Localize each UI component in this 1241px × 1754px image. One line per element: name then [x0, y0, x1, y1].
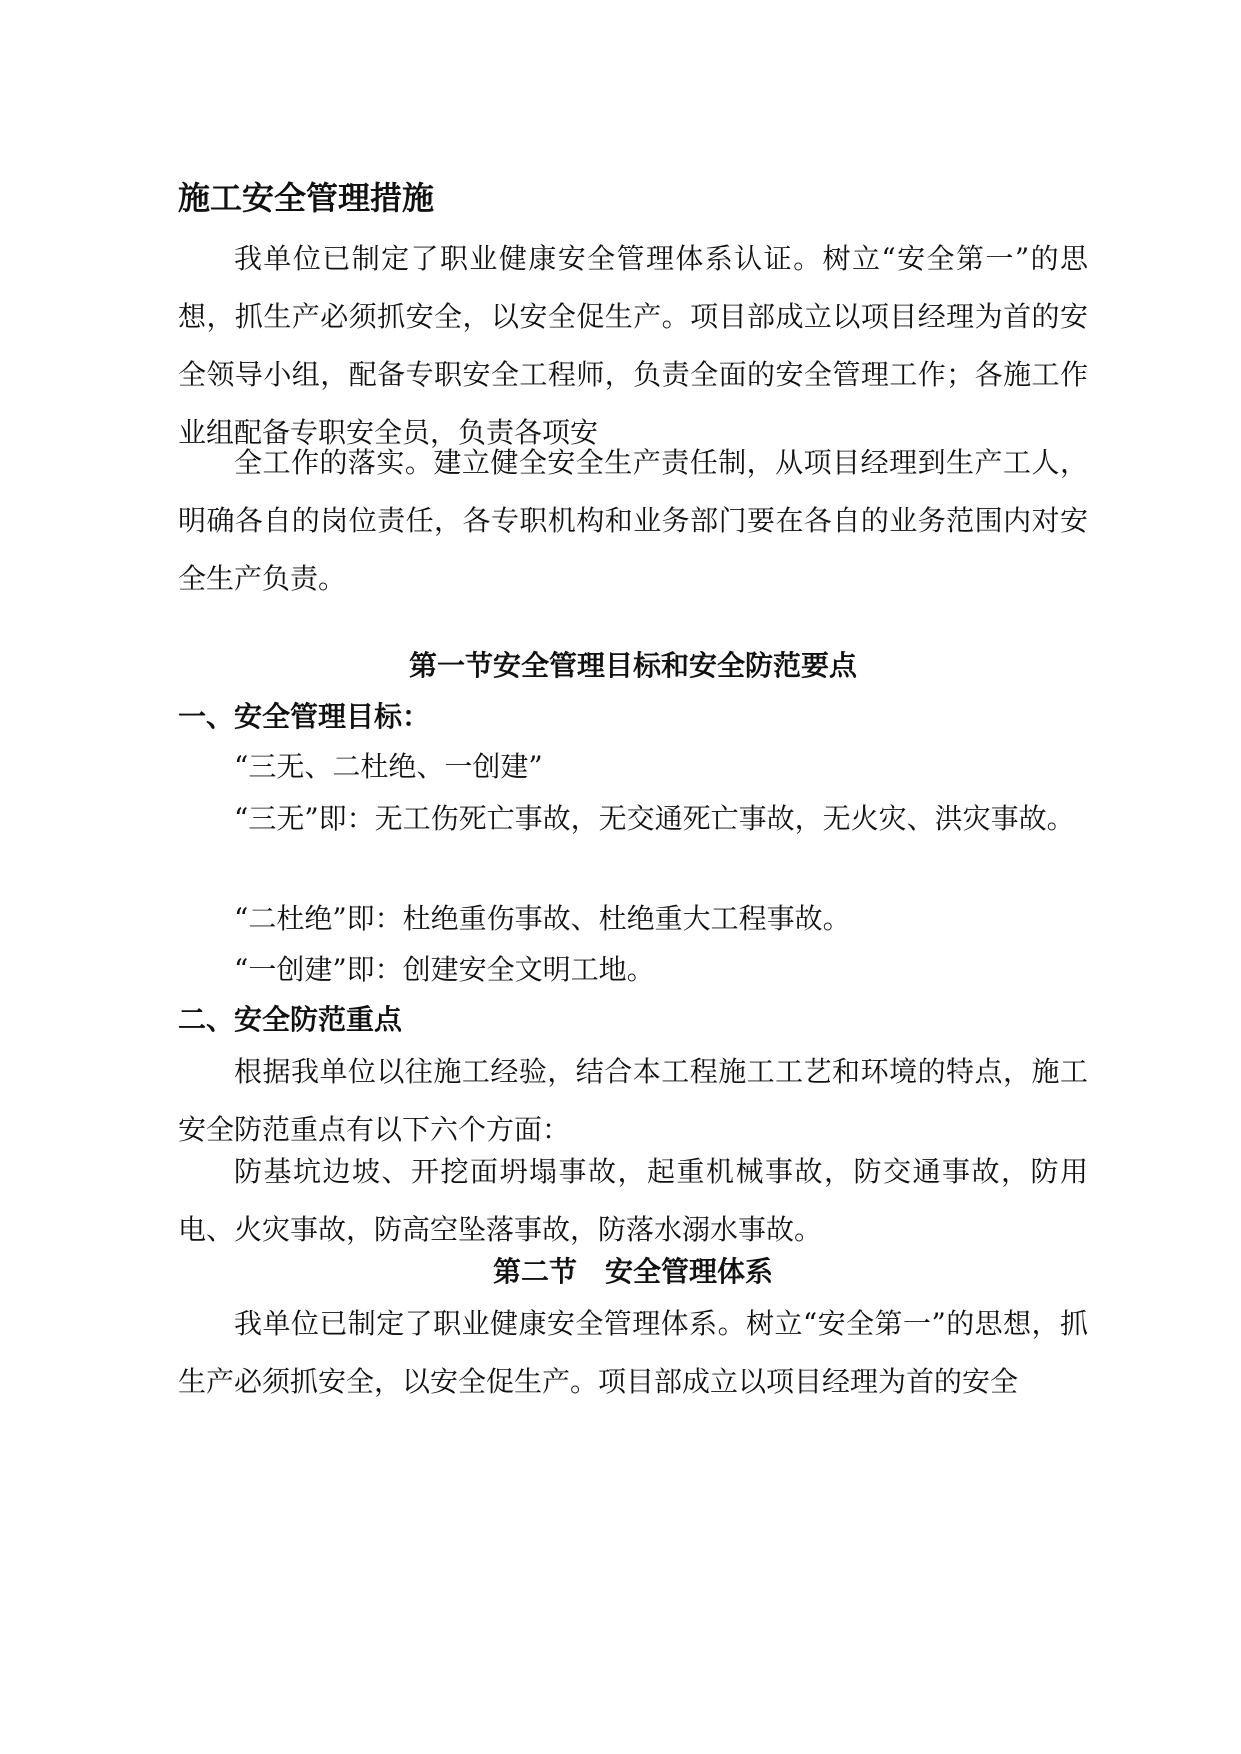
section-1-heading: 第一节安全管理目标和安全防范要点	[408, 649, 857, 682]
intro-paragraph-2: 全工作的落实。建立健全安全生产责任制，从项目经理到生产工人，明确各自的岗位责任，各专职机构和业务部门要在各自的业务范围内对安全生产负责。	[178, 446, 1088, 595]
section-2-paragraph-1: 我单位已制定了职业健康安全管理体系。树立“安全第一”的思想，抓生产必须抓安全，以安全促生产。项目部成立以项目经理为首的安全	[178, 1307, 1088, 1398]
section-2-heading: 第二节 安全管理体系	[492, 1255, 773, 1288]
goal-slogan: “三无、二杜绝、一创建”	[234, 750, 543, 783]
intro-paragraph-1: 我单位已制定了职业健康安全管理体系认证。树立“安全第一”的思想，抓生产必须抓安全，以安全促生产。项目部成立以项目经理为首的安全领导小组，配备专职安全工程师，负责全面的安全管理工作；各施工作业组配备专职安全员，负责各项安	[178, 242, 1088, 449]
goal-one-create: “一创建”即：创建安全文明工地。	[234, 953, 655, 986]
focus-paragraph-2: 防基坑边坡、开挖面坍塌事故，起重机械事故，防交通事故，防用电、火灾事故，防高空坠落事故，防落水溺水事故。	[178, 1155, 1088, 1246]
goal-two-eliminate: “二杜绝”即：杜绝重伤事故、杜绝重大工程事故。	[234, 902, 851, 935]
goal-three-no: “三无”即：无工伤死亡事故，无交通死亡事故，无火灾、洪灾事故。	[234, 802, 1075, 835]
focus-paragraph-1: 根据我单位以往施工经验，结合本工程施工工艺和环境的特点，施工安全防范重点有以下六个方面：	[178, 1055, 1088, 1146]
document-title: 施工安全管理措施	[178, 179, 435, 217]
subsection-1-heading: 一、安全管理目标：	[178, 700, 431, 733]
subsection-2-heading: 二、安全防范重点	[178, 1003, 403, 1036]
